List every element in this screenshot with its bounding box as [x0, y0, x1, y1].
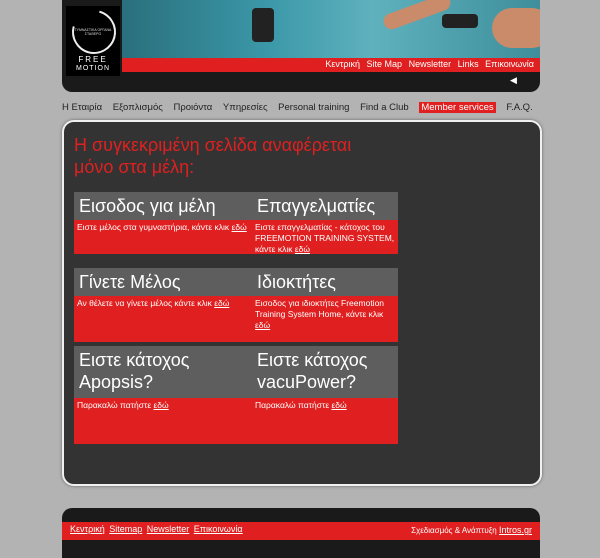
- credit-link[interactable]: Intros.gr: [498, 525, 532, 535]
- cell-heading: Ειστε κάτοχος Apopsis?: [74, 346, 252, 398]
- cell-text: Αν θέλετε να γίνετε μέλος κάντε κλικ: [77, 298, 212, 308]
- main-panel: [62, 120, 542, 486]
- cell-link[interactable]: εδώ: [255, 320, 271, 330]
- nav-item-equipment[interactable]: Εξοπλισμός: [112, 102, 163, 113]
- nav-item-services[interactable]: Υπηρεσίες: [222, 102, 268, 113]
- vacupower-owner-cell: [252, 346, 398, 444]
- cell-link[interactable]: εδώ: [231, 222, 247, 232]
- nav-item-products[interactable]: Προιόντα: [173, 102, 213, 113]
- become-member-cell: [74, 268, 252, 342]
- cell-heading: Γίνετε Μέλος: [74, 268, 252, 296]
- top-link-contact[interactable]: Επικοινωνία: [485, 59, 534, 69]
- footer: [62, 508, 540, 558]
- apopsis-owner-cell: [74, 346, 252, 444]
- cell-heading: Ιδιοκτήτες: [252, 268, 398, 296]
- cell-body: [74, 296, 252, 342]
- cell-heading: Εισοδος για μέλη: [74, 192, 252, 220]
- banner-photo: [122, 0, 540, 58]
- arm-image: [492, 8, 540, 48]
- footer-link-sitemap[interactable]: Sitemap: [109, 524, 143, 534]
- cell-body: [74, 398, 252, 444]
- top-link-newsletter[interactable]: Newsletter: [408, 59, 452, 69]
- dumbbell-image: [252, 8, 274, 42]
- nav-item-company[interactable]: Η Εταιρία: [62, 102, 103, 113]
- cell-text: Εισοδος για ιδιοκτήτες Freemotion Training System Home, κάντε κλικ: [255, 298, 385, 319]
- credit-text: Σχεδιασμός & Ανάπτυξη: [411, 526, 497, 535]
- nav-item-member-services[interactable]: Member services: [421, 102, 494, 113]
- footer-link-home[interactable]: Κεντρική: [70, 524, 105, 534]
- professionals-cell: [252, 192, 398, 254]
- top-link-home[interactable]: Κεντρική: [325, 59, 361, 69]
- cell-body: [252, 220, 398, 254]
- logo[interactable]: [66, 6, 120, 76]
- cell-body: [252, 296, 398, 342]
- nav-item-faq[interactable]: F.A.Q.: [506, 102, 533, 113]
- main-nav: [62, 102, 538, 113]
- top-links: [321, 59, 534, 69]
- cell-text: Παρακαλώ πατήστε: [255, 400, 330, 410]
- nav-item-personal-training[interactable]: Personal training: [278, 102, 350, 113]
- cell-text: Ειστε επαγγελματίας - κάτοχος του FREEMOTION TRAINING SYSTEM, κάντε κλικ: [255, 222, 395, 254]
- cell-text: Ειστε μέλος στα γυμναστήρια, κάντε κλικ: [77, 222, 230, 232]
- cell-link[interactable]: εδώ: [331, 400, 347, 410]
- dumbbell-image: [442, 14, 478, 28]
- nav-item-find-club[interactable]: Find a Club: [360, 102, 409, 113]
- footer-link-contact[interactable]: Επικοινωνία: [193, 524, 243, 534]
- owners-cell: [252, 268, 398, 342]
- footer-link-newsletter[interactable]: Newsletter: [146, 524, 190, 534]
- cell-heading: Επαγγελματίες: [252, 192, 398, 220]
- cell-link[interactable]: εδώ: [153, 400, 169, 410]
- footer-credit: [411, 525, 532, 535]
- footer-links: [70, 524, 245, 534]
- member-login-cell: [74, 192, 252, 254]
- sound-icon[interactable]: ◀: [510, 75, 517, 85]
- cell-heading: Ειστε κάτοχος vacuPower?: [252, 346, 398, 398]
- logo-text-line1: FREE: [78, 55, 108, 64]
- top-link-sitemap[interactable]: Site Map: [366, 59, 403, 69]
- top-link-links[interactable]: Links: [457, 59, 479, 69]
- cell-text: Παρακαλώ πατήστε: [77, 400, 152, 410]
- cell-body: [74, 220, 252, 254]
- logo-small-text: ΓΥΜΝΑΣΤΙΚΑ ΟΡΓΑΝΑ ΣΤΑΘΕΡΟ: [74, 28, 112, 36]
- header-banner: [62, 0, 540, 92]
- cell-link[interactable]: εδώ: [294, 244, 311, 254]
- page-title: Η συγκεκριμένη σελίδα αναφέρεται μόνο στα μέλη:: [74, 135, 352, 177]
- cell-body: [252, 398, 398, 444]
- logo-text-line2: MOTION: [76, 65, 110, 72]
- cell-link[interactable]: εδώ: [214, 298, 230, 308]
